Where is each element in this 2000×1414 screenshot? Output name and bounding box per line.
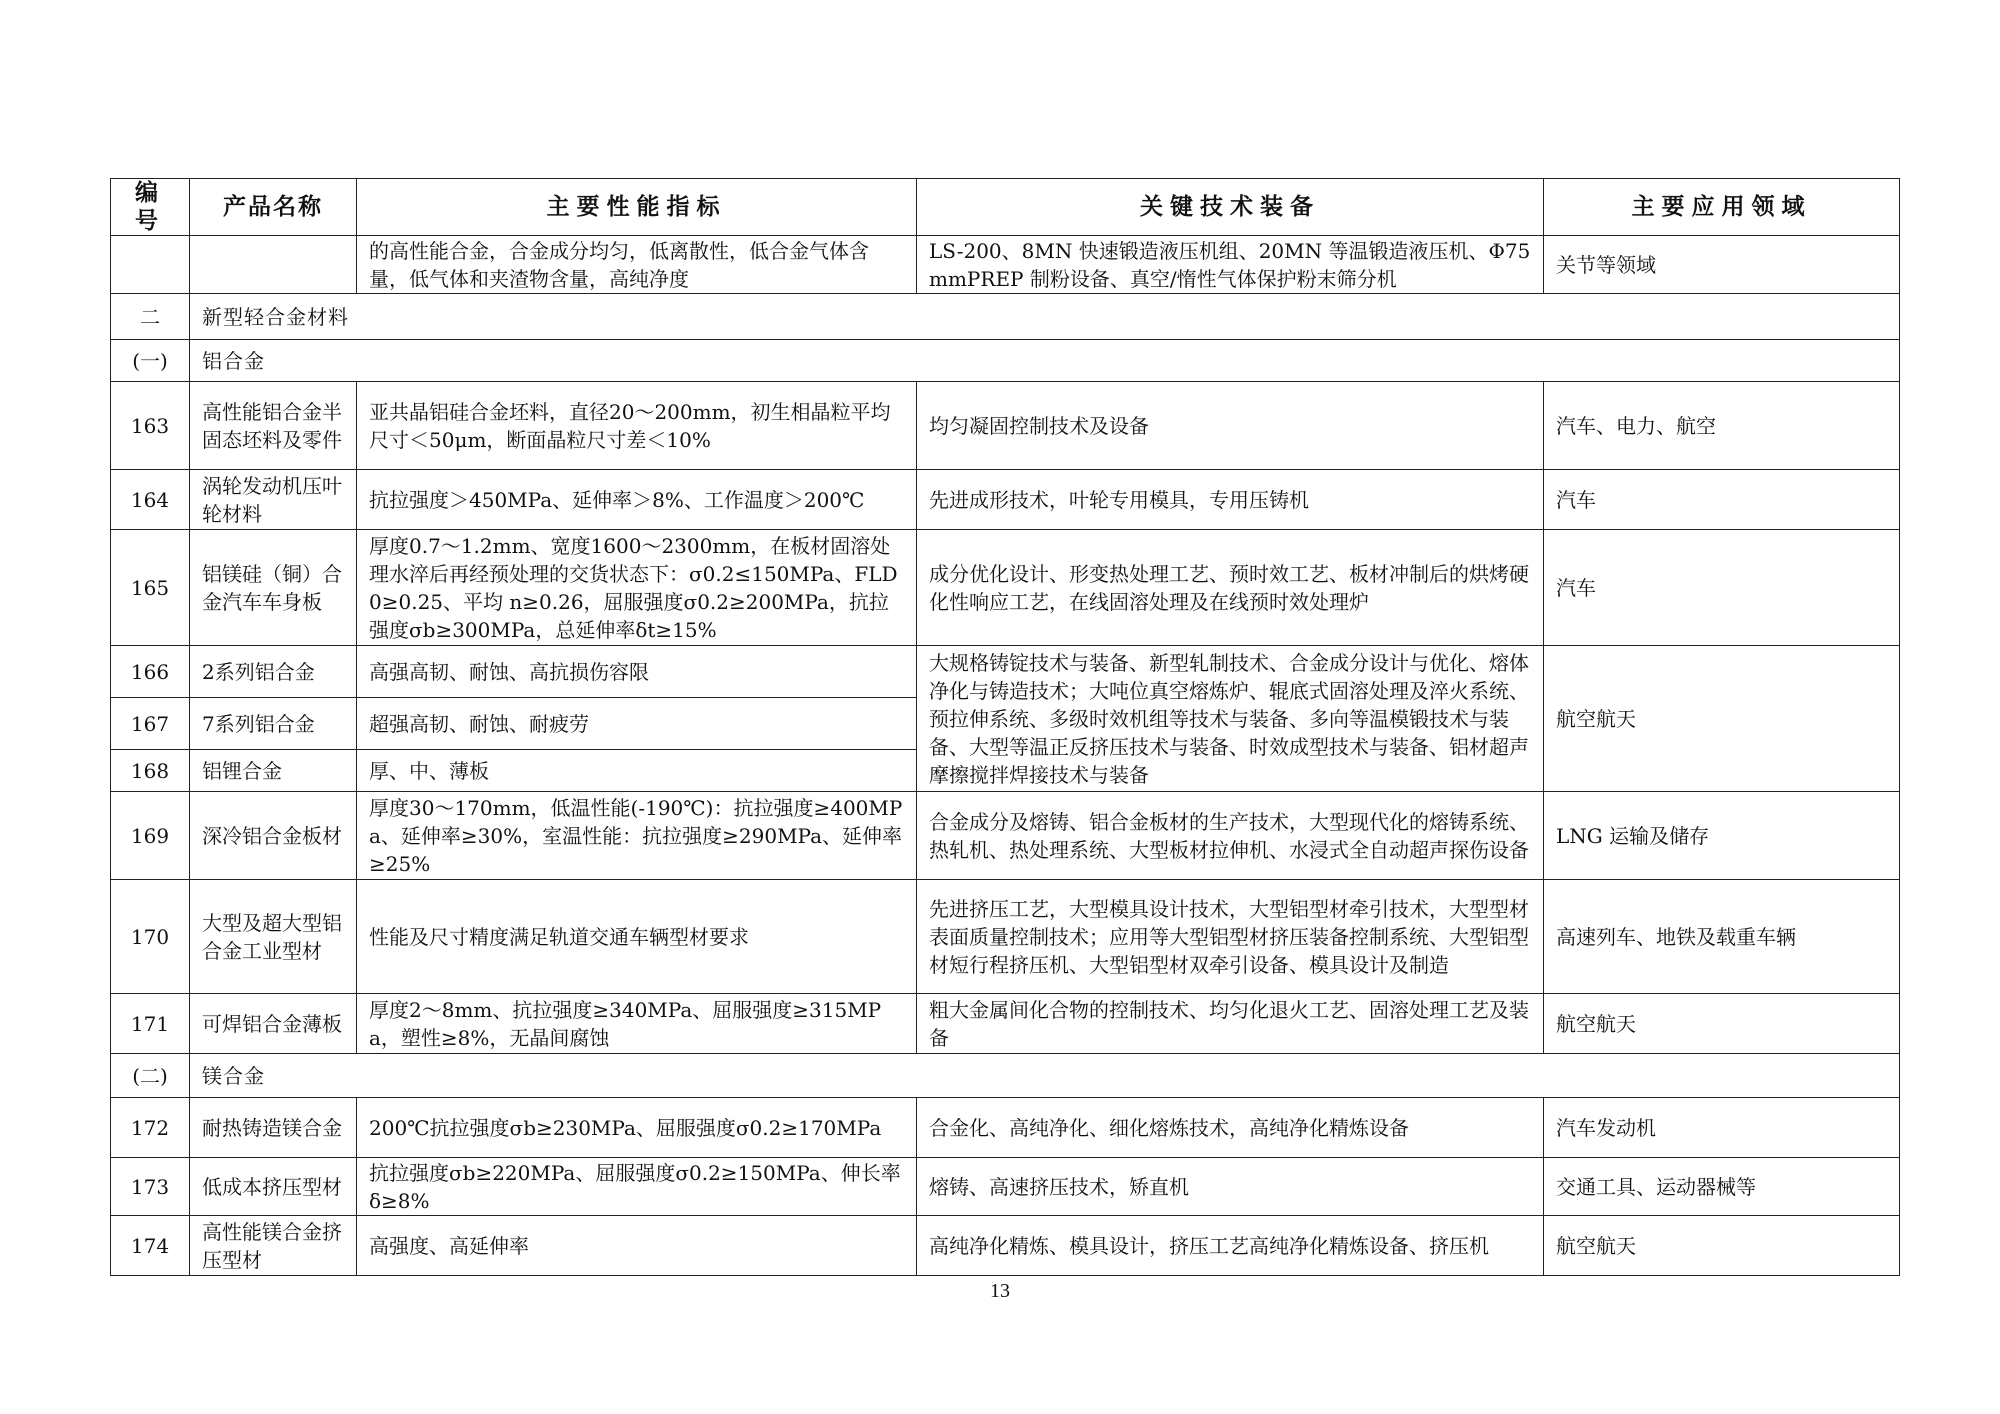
row-product-name: 7系列铝合金	[190, 698, 357, 750]
subsection-row	[111, 1054, 1900, 1098]
row-product-name: 高性能铝合金半固态坯料及零件	[190, 382, 357, 470]
row-application: 汽车、电力、航空	[1544, 382, 1900, 470]
row-application: 关节等领域	[1544, 236, 1900, 294]
row-product-name: 耐热铸造镁合金	[190, 1098, 357, 1158]
row-number: 171	[111, 994, 190, 1054]
row-performance: 的高性能合金，合金成分均匀，低离散性，低合金气体含量，低气体和夹渣物含量，高纯净度	[357, 236, 917, 294]
header-row	[111, 179, 1900, 236]
row-product-name: 高性能镁合金挤压型材	[190, 1216, 357, 1276]
table-row	[111, 1216, 1900, 1276]
row-product-name: 深冷铝合金板材	[190, 792, 357, 880]
row-number: 167	[111, 698, 190, 750]
row-application: 高速列车、地铁及载重车辆	[1544, 880, 1900, 994]
subsection-title: 铝合金	[190, 340, 1900, 382]
row-product-name: 铝锂合金	[190, 750, 357, 792]
row-product-name: 2系列铝合金	[190, 646, 357, 698]
subsection-number: (二)	[111, 1054, 190, 1098]
row-application: LNG 运输及储存	[1544, 792, 1900, 880]
row-equipment: 大规格铸锭技术与装备、新型轧制技术、合金成分设计与优化、熔体净化与铸造技术；大吨位真空熔炼炉、辊底式固溶处理及淬火系统、预拉伸系统、多级时效机组等技术与装备、多向等温模锻技术与装备、大型等温正反挤压技术与装备、时效成型技术与装备、铝材超声摩擦搅拌焊接技术与装备	[917, 646, 1544, 792]
table-row	[111, 382, 1900, 470]
row-performance: 厚度0.7～1.2mm、宽度1600～2300mm，在板材固溶处理水淬后再经预处理的交货状态下：σ0.2≤150MPa、FLD0≥0.25、平均 n≥0.26，屈服强度σ0.2≥200MPa，抗拉强度σb≥300MPa，总延伸率δt≥15%	[357, 530, 917, 646]
row-product-name	[190, 236, 357, 294]
row-performance: 高强高韧、耐蚀、高抗损伤容限	[357, 646, 917, 698]
row-application: 航空航天	[1544, 994, 1900, 1054]
table-row	[111, 646, 1900, 698]
section-row	[111, 294, 1900, 340]
product-table	[110, 178, 1900, 1276]
row-performance: 厚、中、薄板	[357, 750, 917, 792]
row-equipment: 先进挤压工艺，大型模具设计技术，大型铝型材牵引技术，大型型材表面质量控制技术；应用等大型铝型材挤压装备控制系统、大型铝型材短行程挤压机、大型铝型材双牵引设备、模具设计及制造	[917, 880, 1544, 994]
row-application: 交通工具、运动器械等	[1544, 1158, 1900, 1216]
row-number	[111, 236, 190, 294]
table-row	[111, 1098, 1900, 1158]
row-number: 169	[111, 792, 190, 880]
row-number: 170	[111, 880, 190, 994]
row-performance: 高强度、高延伸率	[357, 1216, 917, 1276]
row-equipment: 粗大金属间化合物的控制技术、均匀化退火工艺、固溶处理工艺及装备	[917, 994, 1544, 1054]
row-number: 163	[111, 382, 190, 470]
section-title: 新型轻合金材料	[190, 294, 1900, 340]
row-performance: 亚共晶铝硅合金坯料，直径20～200mm，初生相晶粒平均尺寸＜50μm，断面晶粒尺寸差＜10%	[357, 382, 917, 470]
row-performance: 性能及尺寸精度满足轨道交通车辆型材要求	[357, 880, 917, 994]
row-number: 172	[111, 1098, 190, 1158]
row-number: 173	[111, 1158, 190, 1216]
header-equipment: 关键技术装备	[917, 179, 1544, 236]
row-equipment: 合金化、高纯净化、细化熔炼技术，高纯净化精炼设备	[917, 1098, 1544, 1158]
row-equipment: LS-200、8MN 快速锻造液压机组、20MN 等温锻造液压机、Φ75mmPREP 制粉设备、真空/惰性气体保护粉末筛分机	[917, 236, 1544, 294]
table-row	[111, 530, 1900, 646]
row-application: 航空航天	[1544, 1216, 1900, 1276]
row-performance: 200℃抗拉强度σb≥230MPa、屈服强度σ0.2≥170MPa	[357, 1098, 917, 1158]
subsection-number: (一)	[111, 340, 190, 382]
row-performance: 厚度2～8mm、抗拉强度≥340MPa、屈服强度≥315MPa，塑性≥8%，无晶间腐蚀	[357, 994, 917, 1054]
row-equipment: 高纯净化精炼、模具设计，挤压工艺高纯净化精炼设备、挤压机	[917, 1216, 1544, 1276]
row-application: 汽车发动机	[1544, 1098, 1900, 1158]
row-equipment: 合金成分及熔铸、铝合金板材的生产技术，大型现代化的熔铸系统、热轧机、热处理系统、大型板材拉伸机、水浸式全自动超声探伤设备	[917, 792, 1544, 880]
row-product-name: 低成本挤压型材	[190, 1158, 357, 1216]
row-product-name: 铝镁硅（铜）合金汽车车身板	[190, 530, 357, 646]
section-number: 二	[111, 294, 190, 340]
row-product-name: 涡轮发动机压叶轮材料	[190, 470, 357, 530]
header-number: 编号	[111, 179, 190, 236]
header-application: 主要应用领域	[1544, 179, 1900, 236]
row-equipment: 先进成形技术，叶轮专用模具，专用压铸机	[917, 470, 1544, 530]
row-performance: 抗拉强度＞450MPa、延伸率＞8%、工作温度＞200℃	[357, 470, 917, 530]
subsection-title: 镁合金	[190, 1054, 1900, 1098]
row-number: 166	[111, 646, 190, 698]
row-equipment: 成分优化设计、形变热处理工艺、预时效工艺、板材冲制后的烘烤硬化性响应工艺，在线固溶处理及在线预时效处理炉	[917, 530, 1544, 646]
table-row	[111, 470, 1900, 530]
row-number: 164	[111, 470, 190, 530]
row-equipment: 熔铸、高速挤压技术，矫直机	[917, 1158, 1544, 1216]
row-product-name: 可焊铝合金薄板	[190, 994, 357, 1054]
row-product-name: 大型及超大型铝合金工业型材	[190, 880, 357, 994]
row-number: 168	[111, 750, 190, 792]
page-number: 13	[990, 1280, 1010, 1302]
subsection-row	[111, 340, 1900, 382]
table-row	[111, 1158, 1900, 1216]
row-performance: 厚度30～170mm，低温性能(-190℃)：抗拉强度≥400MPa、延伸率≥30%，室温性能：抗拉强度≥290MPa、延伸率≥25%	[357, 792, 917, 880]
header-product-name: 产品名称	[190, 179, 357, 236]
header-performance: 主要性能指标	[357, 179, 917, 236]
row-number: 174	[111, 1216, 190, 1276]
row-application: 汽车	[1544, 470, 1900, 530]
table-row	[111, 994, 1900, 1054]
table-row	[111, 236, 1900, 294]
row-number: 165	[111, 530, 190, 646]
row-performance: 抗拉强度σb≥220MPa、屈服强度σ0.2≥150MPa、伸长率δ≥8%	[357, 1158, 917, 1216]
row-application: 航空航天	[1544, 646, 1900, 792]
row-performance: 超强高韧、耐蚀、耐疲劳	[357, 698, 917, 750]
table-row	[111, 792, 1900, 880]
table-row	[111, 880, 1900, 994]
row-application: 汽车	[1544, 530, 1900, 646]
row-equipment: 均匀凝固控制技术及设备	[917, 382, 1544, 470]
